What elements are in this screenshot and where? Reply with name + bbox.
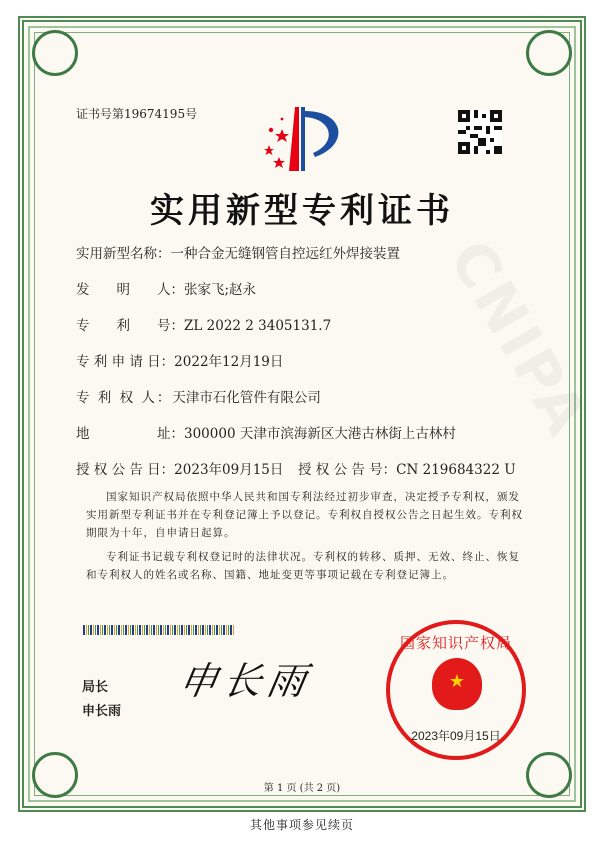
field-value: 天津市石化管件有限公司 <box>172 390 321 406</box>
field-value: 2022年12月19日 <box>174 354 284 370</box>
field-value: 2023年09月15日 <box>174 462 284 478</box>
legal-paragraph: 专利证书记载专利权登记时的法律状况。专利权的转移、质押、无效、终止、恢复和专利权人的姓名或名称、国籍、地址变更等事项记载在专利登记簿上。 <box>86 551 520 581</box>
field-value: ZL 2022 2 3405131.7 <box>184 318 332 334</box>
field-inventor <box>76 278 256 298</box>
qr-code-icon <box>458 110 502 154</box>
field-label: 专 利 号： <box>76 318 184 334</box>
field-patent-number <box>76 314 331 334</box>
national-emblem-icon: ★ <box>432 658 482 710</box>
signatory-title: 局长 <box>82 680 109 695</box>
field-announcement-number <box>298 458 516 478</box>
legal-paragraph: 国家知识产权局依照中华人民共和国专利法经过初步审查，决定授予专利权，颁发实用新型专利证书并在专利登记簿上予以登记。专利权自授权公告之日起生效。专利权期限为十年，自申请日起算。 <box>86 491 523 539</box>
legal-text <box>86 488 526 590</box>
field-value: 一种合金无缝钢管自控远红外焊接装置 <box>170 246 400 262</box>
field-label: 发 明 人： <box>76 282 184 298</box>
seal-date: 2023年09月15日 <box>411 729 501 743</box>
field-label: 授 权 公 告 日： <box>76 462 175 478</box>
field-value: 300000 天津市滨海新区大港古林街上古林村 <box>184 426 456 442</box>
field-value: CN 219684322 U <box>396 462 516 478</box>
page-number: 第 1 页 (共 2 页) <box>263 783 341 794</box>
signatory-name: 申长雨 <box>82 704 122 719</box>
field-label: 地 址： <box>76 426 184 442</box>
field-label: 专 利 权 人： <box>76 390 173 406</box>
field-patentee <box>76 386 321 406</box>
corner-ornament <box>32 30 78 76</box>
footer-note: 其他事项参见续页 <box>249 818 354 832</box>
official-seal <box>386 620 526 760</box>
signature: 申长雨 <box>175 659 316 703</box>
cnipa-logo-icon <box>255 105 350 173</box>
field-label: 授 权 公 告 号： <box>298 462 397 478</box>
certificate-number: 证书号第19674195号 <box>76 107 198 121</box>
corner-ornament <box>526 30 572 76</box>
field-utility-model-name <box>76 242 400 262</box>
field-label: 实用新型名称： <box>76 246 171 262</box>
field-address <box>76 422 456 442</box>
barcode <box>83 625 235 635</box>
page-title: 实用新型专利证书 <box>150 191 454 231</box>
seal-text: 国家知识产权局 <box>399 634 512 652</box>
field-value: 张家飞;赵永 <box>184 282 257 298</box>
field-label: 专 利 申 请 日： <box>76 354 175 370</box>
field-application-date <box>76 350 283 370</box>
field-grant-date <box>76 458 283 478</box>
